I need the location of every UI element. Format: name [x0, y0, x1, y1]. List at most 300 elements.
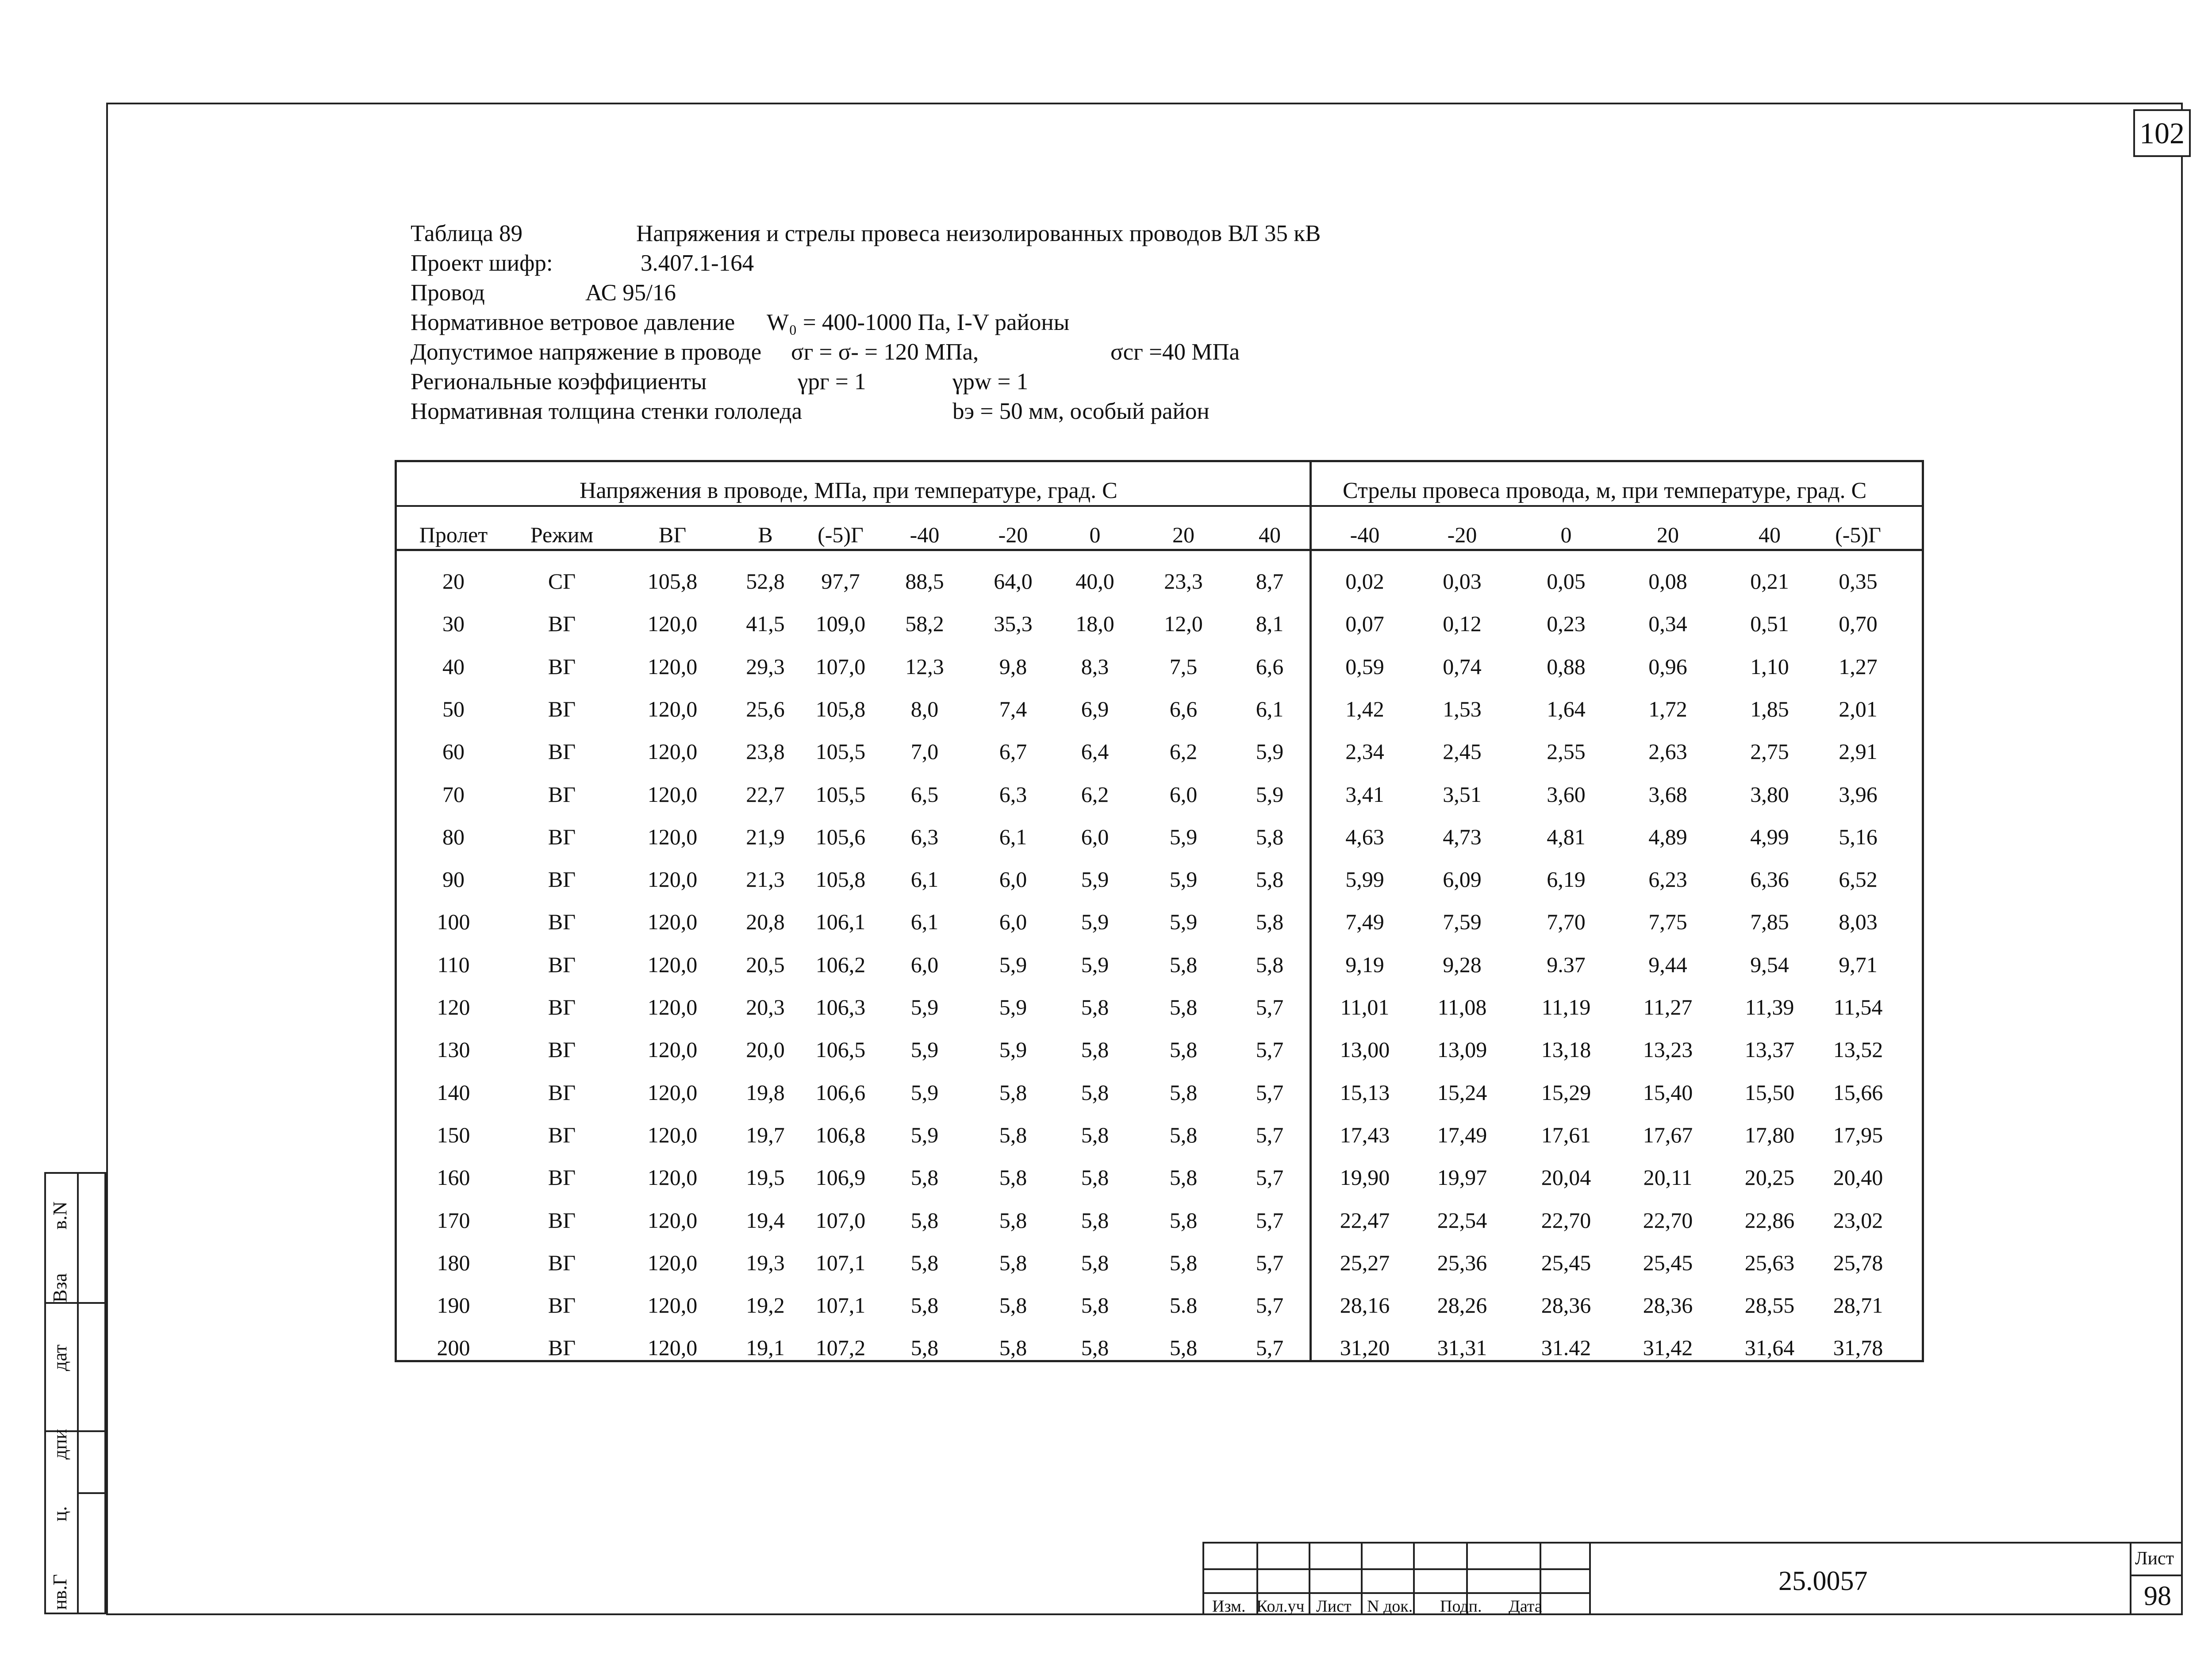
table-cell: 5,8 — [1081, 1293, 1109, 1318]
table-cell: 1,42 — [1345, 696, 1384, 721]
table-cell: 106,8 — [815, 1122, 866, 1147]
table-cell: 20,25 — [1744, 1165, 1795, 1190]
table-cell: 6,2 — [1081, 782, 1109, 807]
column-header: 0 — [1089, 522, 1101, 547]
table-cell: 5,7 — [1256, 1335, 1284, 1360]
table-cell: 5,7 — [1256, 1165, 1284, 1190]
table-cell: 0,05 — [1547, 569, 1586, 594]
table-cell: ВГ — [548, 611, 576, 636]
table-cell: 5,7 — [1256, 995, 1284, 1019]
table-cell: 120,0 — [647, 909, 698, 935]
group-header-stress: Напряжения в проводе, МПа, при температуре, град. С — [580, 478, 1118, 503]
table-cell: 15,66 — [1833, 1080, 1883, 1105]
table-cell: 5,8 — [1081, 1037, 1109, 1062]
table-cell: 5,8 — [1169, 1335, 1198, 1360]
table-cell: 6,7 — [999, 739, 1027, 764]
table-cell: 8,03 — [1839, 909, 1878, 935]
table-cell: 5,8 — [1081, 1250, 1109, 1275]
table-cell: 0,59 — [1345, 654, 1384, 679]
table-cell: 2,01 — [1839, 696, 1878, 721]
table-cell: 5,9 — [910, 1122, 939, 1147]
table-columns-line — [395, 549, 1924, 551]
table-cell: 105,5 — [815, 782, 866, 807]
table-cell: 80 — [442, 824, 465, 849]
table-cell: 120,0 — [647, 739, 698, 764]
table-cell: 120,0 — [647, 824, 698, 849]
table-cell: 19,1 — [746, 1335, 785, 1360]
table-cell: 20 — [442, 569, 465, 594]
table-cell: 6,6 — [1169, 696, 1198, 721]
table-cell: 13,37 — [1744, 1037, 1795, 1062]
table-cell: 109,0 — [815, 611, 866, 636]
table-cell: 5,7 — [1256, 1037, 1284, 1062]
table-cell: 5,8 — [1169, 1250, 1198, 1275]
column-header: 20 — [1657, 522, 1679, 547]
table-cell: 5,8 — [1169, 1080, 1198, 1105]
table-cell: 17,43 — [1340, 1122, 1390, 1147]
table-cell: 9,28 — [1443, 952, 1482, 977]
table-cell: ВГ — [548, 696, 576, 721]
table-cell: 58,2 — [905, 611, 944, 636]
table-cell: 107,0 — [815, 654, 866, 679]
table-cell: 17,61 — [1541, 1122, 1591, 1147]
table-cell: 5,8 — [999, 1207, 1027, 1233]
table-cell: 6,1 — [999, 824, 1027, 849]
table-cell: 25,27 — [1340, 1250, 1390, 1275]
table-cell: 5,7 — [1256, 1250, 1284, 1275]
table-cell: 35,3 — [994, 611, 1033, 636]
column-header: 40 — [1759, 522, 1781, 547]
table-cell: 5,8 — [1169, 1165, 1198, 1190]
table-cell: 17,67 — [1643, 1122, 1693, 1147]
table-cell: 6,4 — [1081, 739, 1109, 764]
table-cell: 0,23 — [1547, 611, 1586, 636]
table-cell: 20,3 — [746, 995, 785, 1019]
table-cell: 4,99 — [1750, 824, 1789, 849]
table-cell: 3,60 — [1547, 782, 1586, 807]
table-cell: 5,8 — [910, 1165, 939, 1190]
table-cell: 30 — [442, 611, 465, 636]
table-cell: 6,0 — [999, 867, 1027, 892]
table-cell: 31,64 — [1744, 1335, 1795, 1360]
wire-label: Провод — [411, 280, 485, 306]
table-cell: 0,34 — [1648, 611, 1687, 636]
table-cell: 11,08 — [1437, 995, 1487, 1019]
table-cell: 9,71 — [1839, 952, 1878, 977]
table-cell: 5.8 — [1169, 1293, 1198, 1318]
stamp-label-3: дат — [49, 1344, 71, 1371]
table-cell: 6,0 — [1169, 782, 1198, 807]
table-cell: 2,75 — [1750, 739, 1789, 764]
stress-label: Допустимое напряжение в проводе — [411, 339, 762, 365]
table-cell: 11,39 — [1745, 995, 1794, 1019]
table-cell: 28,16 — [1340, 1293, 1390, 1318]
table-cell: 6,0 — [910, 952, 939, 977]
table-cell: 5,9 — [1256, 782, 1284, 807]
table-cell: 50 — [442, 696, 465, 721]
table-cell: 8,7 — [1256, 569, 1284, 594]
table-cell: 106,6 — [815, 1080, 866, 1105]
table-cell: 19,4 — [746, 1207, 785, 1233]
table-cell: 0,02 — [1345, 569, 1384, 594]
table-cell: 5,9 — [910, 1080, 939, 1105]
table-cell: 0,51 — [1750, 611, 1789, 636]
column-header: Пролет — [419, 522, 488, 547]
table-cell: 5,8 — [1081, 1165, 1109, 1190]
table-cell: 5,9 — [999, 1037, 1027, 1062]
table-cell: 7,85 — [1750, 909, 1789, 935]
table-cell: 110 — [437, 952, 470, 977]
table-cell: ВГ — [548, 867, 576, 892]
table-cell: 15,13 — [1340, 1080, 1390, 1105]
table-cell: 5,8 — [999, 1293, 1027, 1318]
table-cell: 5,8 — [910, 1207, 939, 1233]
table-cell: 31,42 — [1643, 1335, 1693, 1360]
table-cell: 120,0 — [647, 952, 698, 977]
table-cell: 6,6 — [1256, 654, 1284, 679]
table-cell: ВГ — [548, 782, 576, 807]
table-cell: 25,45 — [1643, 1250, 1693, 1275]
table-cell: ВГ — [548, 654, 576, 679]
table-cell: 0,03 — [1443, 569, 1482, 594]
table-cell: 6,0 — [1081, 824, 1109, 849]
table-cell: 5,7 — [1256, 1122, 1284, 1147]
column-header: 0 — [1560, 522, 1572, 547]
table-cell: 13,52 — [1833, 1037, 1883, 1062]
table-cell: 120,0 — [647, 1080, 698, 1105]
label-data: Дата — [1509, 1597, 1542, 1616]
coef-value-2: γрw = 1 — [952, 369, 1029, 395]
table-cell: 22,54 — [1437, 1207, 1487, 1233]
table-cell: 97,7 — [821, 569, 860, 594]
table-cell: 5,8 — [1081, 1122, 1109, 1147]
table-cell: 120,0 — [647, 1335, 698, 1360]
table-cell: 120,0 — [647, 782, 698, 807]
table-cell: 7,75 — [1648, 909, 1687, 935]
table-cell: 5,9 — [1081, 909, 1109, 935]
table-cell: 5,8 — [1256, 952, 1284, 977]
table-cell: 5,8 — [1256, 867, 1284, 892]
table-cell: 5,8 — [999, 1165, 1027, 1190]
table-cell: 6,1 — [1256, 696, 1284, 721]
table-cell: 5,8 — [1169, 995, 1198, 1019]
table-cell: 0,96 — [1648, 654, 1687, 679]
table-cell: 5,9 — [1169, 867, 1198, 892]
table-cell: 19,8 — [746, 1080, 785, 1105]
stamp-label-1: в.N — [49, 1201, 71, 1230]
table-cell: 18,0 — [1075, 611, 1114, 636]
table-cell: 31.42 — [1541, 1335, 1591, 1360]
table-cell: 120,0 — [647, 1122, 698, 1147]
table-cell: 11,19 — [1541, 995, 1591, 1019]
table-cell: ВГ — [548, 824, 576, 849]
table-cell: 6,9 — [1081, 696, 1109, 721]
table-cell: ВГ — [548, 952, 576, 977]
label-izm: Изм. — [1212, 1597, 1246, 1616]
column-header: -20 — [1447, 522, 1477, 547]
table-cell: 120,0 — [647, 1165, 698, 1190]
table-cell: 31,20 — [1340, 1335, 1390, 1360]
table-cell: 5,9 — [1256, 739, 1284, 764]
project-label: Проект шифр: — [411, 250, 553, 276]
table-cell: 5,8 — [910, 1335, 939, 1360]
stress-value-2: σсг =40 МПа — [1110, 339, 1240, 365]
table-cell: 100 — [437, 909, 470, 935]
table-cell: 120,0 — [647, 1037, 698, 1062]
table-cell: 5,9 — [999, 952, 1027, 977]
table-cell: 120,0 — [647, 696, 698, 721]
table-cell: 9.37 — [1547, 952, 1586, 977]
table-cell: 2,55 — [1547, 739, 1586, 764]
table-cell: 22,86 — [1744, 1207, 1795, 1233]
table-cell: 7,49 — [1345, 909, 1384, 935]
table-cell: 1,27 — [1839, 654, 1878, 679]
table-cell: 5,8 — [999, 1250, 1027, 1275]
table-cell: 120,0 — [647, 1293, 698, 1318]
column-header: ВГ — [658, 522, 687, 547]
column-header: -20 — [998, 522, 1028, 547]
stamp-label-2: Вза — [49, 1273, 71, 1303]
table-cell: 20,0 — [746, 1037, 785, 1062]
table-cell: 6,52 — [1839, 867, 1878, 892]
table-cell: 106,1 — [815, 909, 866, 935]
table-cell: ВГ — [548, 909, 576, 935]
table-cell: 6,3 — [910, 824, 939, 849]
table-cell: 52,8 — [746, 569, 785, 594]
label-kol-uch: Кол.уч — [1256, 1597, 1305, 1616]
table-cell: 5,9 — [1081, 952, 1109, 977]
table-cell: 107,1 — [815, 1250, 866, 1275]
table-cell: 88,5 — [905, 569, 944, 594]
table-cell: СГ — [548, 569, 576, 594]
table-cell: 190 — [437, 1293, 470, 1318]
table-cell: 0,08 — [1648, 569, 1687, 594]
column-header: 40 — [1259, 522, 1281, 547]
table-cell: 7,0 — [910, 739, 939, 764]
column-header: 20 — [1172, 522, 1194, 547]
table-cell: 17,49 — [1437, 1122, 1487, 1147]
table-cell: 13,09 — [1437, 1037, 1487, 1062]
table-cell: ВГ — [548, 1080, 576, 1105]
label-n-dok: N док. — [1367, 1597, 1413, 1616]
table-cell: 40 — [442, 654, 465, 679]
table-cell: 5,8 — [1169, 1037, 1198, 1062]
table-cell: 3,51 — [1443, 782, 1482, 807]
page-number-top: 102 — [2133, 109, 2191, 157]
stamp-label-4: дпи — [49, 1429, 71, 1460]
table-cell: 106,5 — [815, 1037, 866, 1062]
table-cell: 5,9 — [1169, 824, 1198, 849]
document-number: 25.0057 — [1778, 1566, 1868, 1596]
table-cell: 2,63 — [1648, 739, 1687, 764]
table-cell: 60 — [442, 739, 465, 764]
column-header: -40 — [910, 522, 940, 547]
table-cell: 5,8 — [999, 1080, 1027, 1105]
table-cell: 105,8 — [815, 696, 866, 721]
table-cell: 20,5 — [746, 952, 785, 977]
table-cell: 6,1 — [910, 909, 939, 935]
table-cell: 25,36 — [1437, 1250, 1487, 1275]
table-cell: 4,81 — [1547, 824, 1586, 849]
table-cell: 17,95 — [1833, 1122, 1883, 1147]
table-cell: 19,97 — [1437, 1165, 1487, 1190]
table-cell: 5,16 — [1839, 824, 1878, 849]
table-cell: ВГ — [548, 1335, 576, 1360]
table-cell: 5,8 — [910, 1293, 939, 1318]
wire-value: АС 95/16 — [585, 280, 676, 306]
table-cell: 23,3 — [1164, 569, 1203, 594]
table-cell: 106,3 — [815, 995, 866, 1019]
table-cell: 120,0 — [647, 995, 698, 1019]
table-cell: ВГ — [548, 1037, 576, 1062]
table-cell: 105,8 — [647, 569, 698, 594]
column-header: -40 — [1350, 522, 1380, 547]
table-cell: 5,9 — [910, 995, 939, 1019]
table-cell: 3,41 — [1345, 782, 1384, 807]
table-cell: 41,5 — [746, 611, 785, 636]
table-title: Напряжения и стрелы провеса неизолированных проводов ВЛ 35 кВ — [636, 221, 1321, 246]
table-cell: 0,21 — [1750, 569, 1789, 594]
table-cell: 90 — [442, 867, 465, 892]
table-cell: 22,70 — [1541, 1207, 1591, 1233]
table-cell: 130 — [437, 1037, 470, 1062]
table-cell: 25,6 — [746, 696, 785, 721]
table-cell: 5,7 — [1256, 1207, 1284, 1233]
table-cell: 40,0 — [1075, 569, 1114, 594]
table-cell: 160 — [437, 1165, 470, 1190]
table-cell: 70 — [442, 782, 465, 807]
table-cell: 20,04 — [1541, 1165, 1591, 1190]
sheet-label: Лист — [2135, 1548, 2174, 1569]
table-cell: 5,9 — [1081, 867, 1109, 892]
table-cell: 5,8 — [1169, 1122, 1198, 1147]
table-cell: 13,18 — [1541, 1037, 1591, 1062]
coef-value-1: γрг = 1 — [798, 369, 866, 395]
table-cell: 5,8 — [999, 1122, 1027, 1147]
table-cell: 1,64 — [1547, 696, 1586, 721]
left-margin-stamp — [44, 1172, 106, 1614]
table-cell: 5,8 — [1081, 1080, 1109, 1105]
table-cell: 17,80 — [1744, 1122, 1795, 1147]
table-cell: 6,0 — [999, 909, 1027, 935]
table-cell: 13,23 — [1643, 1037, 1693, 1062]
table-cell: ВГ — [548, 1122, 576, 1147]
table-cell: 31,31 — [1437, 1335, 1487, 1360]
table-cell: ВГ — [548, 1165, 576, 1190]
table-cell: 200 — [437, 1335, 470, 1360]
table-cell: 28,26 — [1437, 1293, 1487, 1318]
table-cell: 1,72 — [1648, 696, 1687, 721]
table-cell: 8,1 — [1256, 611, 1284, 636]
stress-value-1: σг = σ- = 120 МПа, — [791, 339, 979, 365]
table-cell: 120,0 — [647, 1250, 698, 1275]
table-cell: 5,8 — [1169, 952, 1198, 977]
table-cell: 4,73 — [1443, 824, 1482, 849]
table-cell: 6,3 — [999, 782, 1027, 807]
table-cell: 170 — [437, 1207, 470, 1233]
table-cell: 3,96 — [1839, 782, 1878, 807]
wind-value: W₀ = 400-1000 Па, I-V районы — [767, 310, 1070, 335]
table-cell: 120,0 — [647, 611, 698, 636]
table-cell: 5,7 — [1256, 1080, 1284, 1105]
table-cell: 9,44 — [1648, 952, 1687, 977]
table-cell: 7,59 — [1443, 909, 1482, 935]
table-cell: 20,40 — [1833, 1165, 1883, 1190]
table-cell: ВГ — [548, 739, 576, 764]
table-cell: 2,45 — [1443, 739, 1482, 764]
table-cell: 4,63 — [1345, 824, 1384, 849]
label-list: Лист — [1316, 1597, 1352, 1616]
table-cell: 8,3 — [1081, 654, 1109, 679]
table-cell: 7,4 — [999, 696, 1027, 721]
table-cell: 9,19 — [1345, 952, 1384, 977]
table-cell: 6,23 — [1648, 867, 1687, 892]
table-cell: 150 — [437, 1122, 470, 1147]
ice-label: Нормативная толщина стенки гололеда — [411, 398, 803, 424]
table-label: Таблица 89 — [411, 221, 523, 246]
table-cell: 28,36 — [1643, 1293, 1693, 1318]
table-cell: 15,29 — [1541, 1080, 1591, 1105]
table-cell: 0,74 — [1443, 654, 1482, 679]
table-cell: 8,0 — [910, 696, 939, 721]
table-cell: ВГ — [548, 995, 576, 1019]
table-cell: 22,7 — [746, 782, 785, 807]
table-cell: 5,9 — [910, 1037, 939, 1062]
table-cell: 107,0 — [815, 1207, 866, 1233]
table-cell: 120,0 — [647, 654, 698, 679]
table-cell: 6,36 — [1750, 867, 1789, 892]
table-cell: 3,68 — [1648, 782, 1687, 807]
table-cell: 21,9 — [746, 824, 785, 849]
table-cell: 23,8 — [746, 739, 785, 764]
stamp-label-5: ц. — [49, 1506, 71, 1521]
table-cell: 0,35 — [1839, 569, 1878, 594]
table-cell: 25,63 — [1744, 1250, 1795, 1275]
table-cell: 15,40 — [1643, 1080, 1693, 1105]
table-cell: ВГ — [548, 1250, 576, 1275]
table-cell: 31,78 — [1833, 1335, 1883, 1360]
table-cell: 106,2 — [815, 952, 866, 977]
table-cell: 13,00 — [1340, 1037, 1390, 1062]
table-cell: 25,78 — [1833, 1250, 1883, 1275]
table-cell: 11,01 — [1340, 995, 1390, 1019]
table-cell: 5,8 — [1169, 1207, 1198, 1233]
table-cell: 107,1 — [815, 1293, 866, 1318]
table-cell: 25,45 — [1541, 1250, 1591, 1275]
table-cell: 5,8 — [1081, 995, 1109, 1019]
table-cell: 9,8 — [999, 654, 1027, 679]
column-header: В — [758, 522, 773, 547]
table-cell: 6,09 — [1443, 867, 1482, 892]
table-header-line — [395, 505, 1924, 507]
group-header-sag: Стрелы провеса провода, м, при температуре, град. С — [1343, 478, 1867, 503]
table-cell: ВГ — [548, 1207, 576, 1233]
sheet-number: 98 — [2144, 1581, 2171, 1611]
table-cell: 105,8 — [815, 867, 866, 892]
table-cell: 105,5 — [815, 739, 866, 764]
table-cell: 1,10 — [1750, 654, 1789, 679]
table-cell: 1,85 — [1750, 696, 1789, 721]
table-cell: 15,24 — [1437, 1080, 1487, 1105]
table-cell: 15,50 — [1744, 1080, 1795, 1105]
table-cell: 120,0 — [647, 1207, 698, 1233]
table-cell: 0,70 — [1839, 611, 1878, 636]
table-cell: 5,8 — [910, 1250, 939, 1275]
table-cell: 5,8 — [1256, 824, 1284, 849]
table-cell: 6,19 — [1547, 867, 1586, 892]
table-cell: 0,07 — [1345, 611, 1384, 636]
table-cell: 5,7 — [1256, 1293, 1284, 1318]
